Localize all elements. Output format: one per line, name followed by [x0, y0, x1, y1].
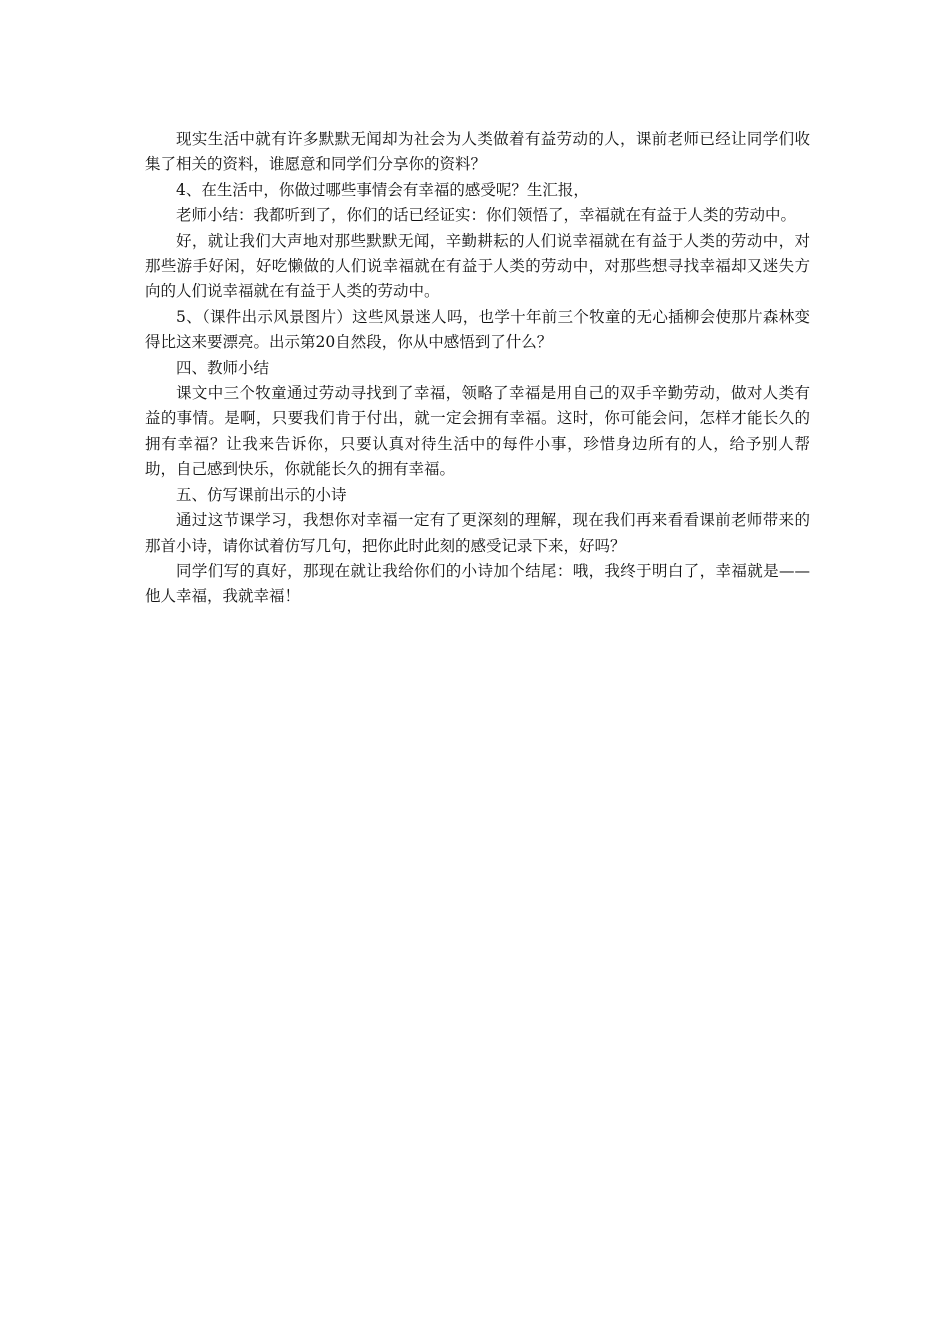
paragraph-question-5: 5、（课件出示风景图片）这些风景迷人吗，也学十年前三个牧童的无心插柳会使那片森林变得比这来要漂亮。出示第20自然段，你从中感悟到了什么？	[145, 307, 810, 352]
paragraph-teacher-summary: 课文中三个牧童通过劳动寻找到了幸福，领略了幸福是用自己的双手辛勤劳动，做对人类有益的事情。是啊，只要我们肯于付出，就一定会拥有幸福。这时，你可能会问，怎样才能长久的拥有幸福？让我来告诉你，只要认真对待生活中的每件小事，珍惜身边所有的人，给予别人帮助，自己感到快乐，你就能长久的拥有幸福。	[145, 384, 810, 479]
section-heading-teacher-summary: 四、教师小结	[176, 358, 270, 377]
section-heading-imitation-poem: 五、仿写课前出示的小诗	[176, 485, 347, 504]
paragraph-imitation-task: 通过这节课学习，我想你对幸福一定有了更深刻的理解，现在我们再来看看课前老师带来的那首小诗，请你试着仿写几句，把你此时此刻的感受记录下来，好吗？	[145, 511, 810, 555]
paragraph-closing: 同学们写的真好，那现在就让我给你们的小诗加个结尾：哦，我终于明白了，幸福就是——他人幸福，我就幸福！	[145, 561, 810, 606]
paragraph-share-materials: 现实生活中就有许多默默无闻却为社会为人类做着有益劳动的人，课前老师已经让同学们收集了相关的资料，谁愿意和同学们分享你的资料？	[145, 130, 810, 174]
paragraph-teacher-summary-short: 老师小结：我都听到了，你们的话已经证实：你们领悟了，幸福就在有益于人类的劳动中。	[176, 206, 797, 225]
document-body	[145, 127, 810, 610]
paragraph-question-4: 4、在生活中，你做过哪些事情会有幸福的感受呢？生汇报，	[176, 180, 589, 199]
paragraph-speak-aloud: 好，就让我们大声地对那些默默无闻，辛勤耕耘的人们说幸福就在有益于人类的劳动中，对那些游手好闲，好吃懒做的人们说幸福就在有益于人类的劳动中，对那些想寻找幸福却又迷失方向的人们说幸福就在有益于人类的劳动中。	[145, 231, 810, 301]
